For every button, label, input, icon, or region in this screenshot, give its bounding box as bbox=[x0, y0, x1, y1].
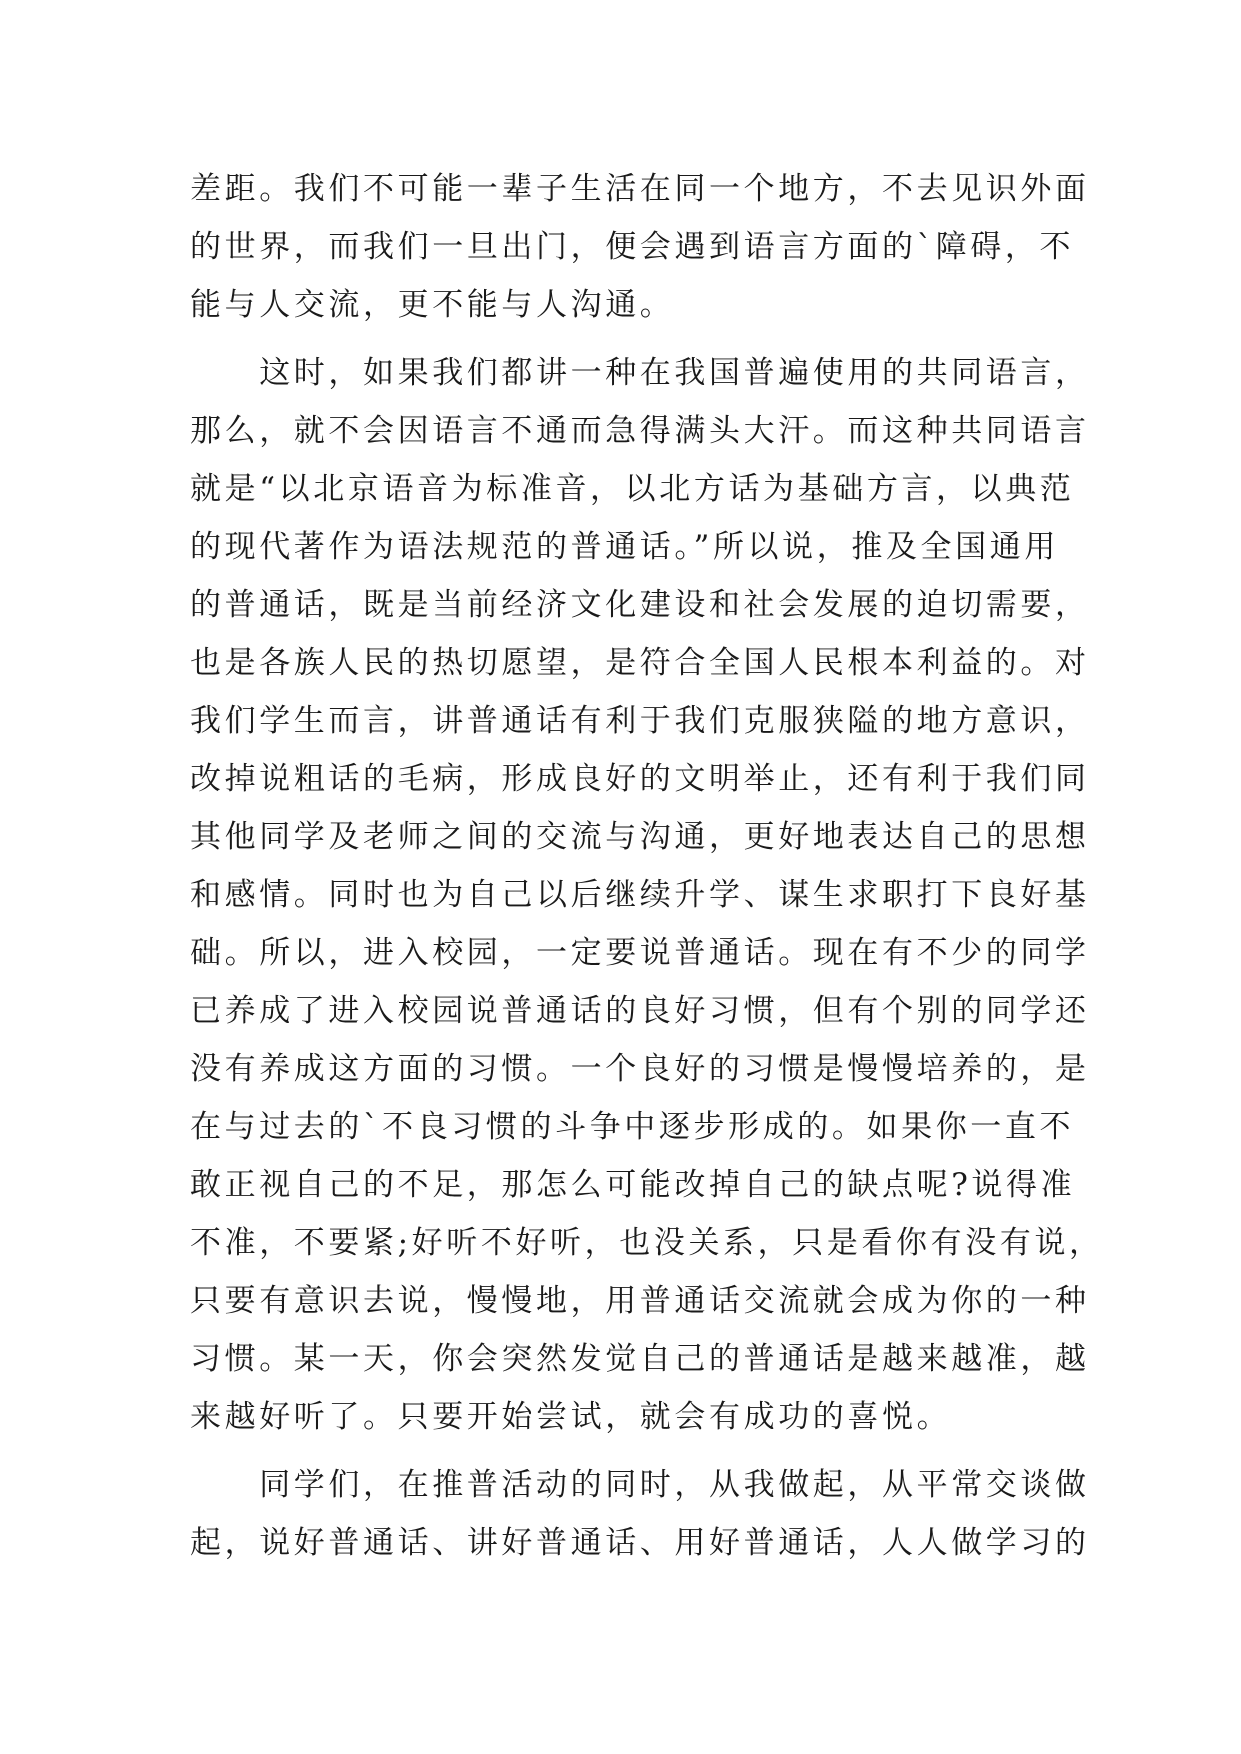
text-line: 础。所以，进入校园，一定要说普通话。现在有不少的同学 bbox=[190, 935, 1090, 971]
text-line: 的现代著作为语法规范的普通话。”所以说，推及全国通用 bbox=[190, 529, 1059, 565]
text-line: 那么，就不会因语言不通而急得满头大汗。而这种共同语言 bbox=[190, 413, 1090, 449]
text-line: 我们学生而言，讲普通话有利于我们克服狭隘的地方意识， bbox=[190, 703, 1090, 739]
document-body bbox=[190, 160, 1104, 1572]
text-line: 其他同学及老师之间的交流与沟通，更好地表达自己的思想 bbox=[190, 819, 1090, 855]
text-line: 只要有意识去说，慢慢地，用普通话交流就会成为你的一种 bbox=[190, 1283, 1090, 1319]
text-line: 敢正视自己的不足，那怎么可能改掉自己的缺点呢?说得准 bbox=[190, 1167, 1076, 1203]
paragraph-gap bbox=[190, 1446, 1070, 1456]
text-line: 起，说好普通话、讲好普通话、用好普通话，人人做学习的 bbox=[190, 1525, 1090, 1561]
text-line: 就是“以北京语音为标准音，以北方话为基础方言，以典范 bbox=[190, 471, 1075, 507]
text-line: 已养成了进入校园说普通话的良好习惯，但有个别的同学还 bbox=[190, 993, 1090, 1029]
paragraph bbox=[190, 160, 1090, 334]
paragraph bbox=[190, 1456, 1090, 1572]
paragraph bbox=[190, 344, 1104, 1446]
text-line: 能与人交流，更不能与人沟通。 bbox=[190, 287, 675, 323]
text-line: 的普通话，既是当前经济文化建设和社会发展的迫切需要， bbox=[190, 587, 1090, 623]
text-line: 也是各族人民的热切愿望，是符合全国人民根本利益的。对 bbox=[190, 645, 1090, 681]
text-line: 和感情。同时也为自己以后继续升学、谋生求职打下良好基 bbox=[190, 877, 1090, 913]
text-line: 不准，不要紧;好听不好听，也没关系，只是看你有没有说， bbox=[190, 1225, 1104, 1261]
text-line: 来越好听了。只要开始尝试，就会有成功的喜悦。 bbox=[190, 1399, 952, 1435]
text-line: 改掉说粗话的毛病，形成良好的文明举止，还有利于我们同 bbox=[190, 761, 1090, 797]
text-line: 习惯。某一天，你会突然发觉自己的普通话是越来越准，越 bbox=[190, 1341, 1090, 1377]
text-line: 同学们，在推普活动的同时，从我做起，从平常交谈做 bbox=[190, 1467, 1090, 1503]
text-line: 差距。我们不可能一辈子生活在同一个地方，不去见识外面 bbox=[190, 171, 1090, 207]
paragraph-gap bbox=[190, 334, 1070, 344]
text-line: 在与过去的`不良习惯的斗争中逐步形成的。如果你一直不 bbox=[190, 1109, 1075, 1145]
text-line: 没有养成这方面的习惯。一个良好的习惯是慢慢培养的，是 bbox=[190, 1051, 1090, 1087]
text-line: 这时，如果我们都讲一种在我国普遍使用的共同语言， bbox=[190, 355, 1090, 391]
text-line: 的世界，而我们一旦出门，便会遇到语言方面的`障碍，不 bbox=[190, 229, 1075, 265]
